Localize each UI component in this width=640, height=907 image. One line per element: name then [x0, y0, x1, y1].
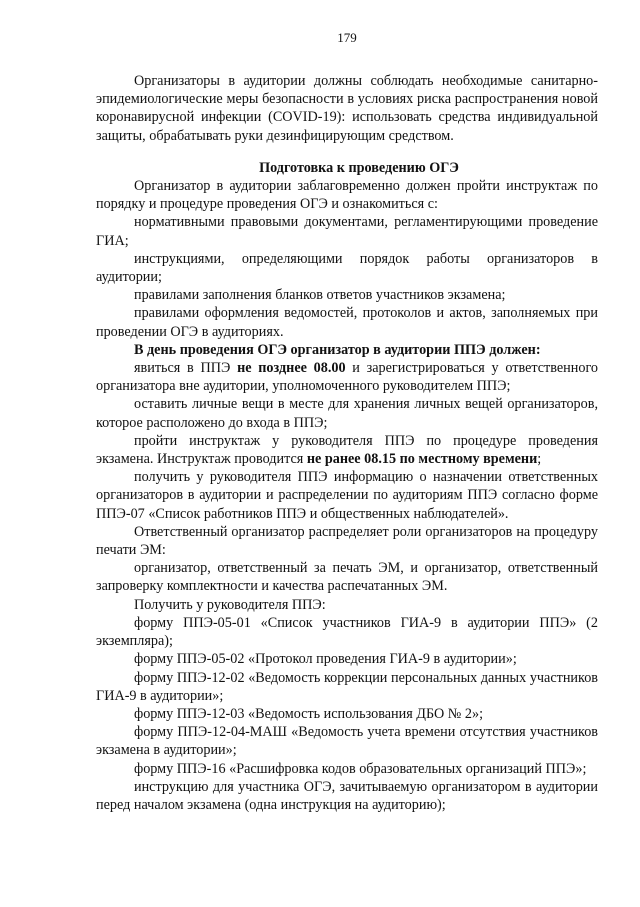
duty-briefing-time: не ранее 08.15 по местному времени [306, 451, 538, 468]
form-item: форму ППЭ-05-01 «Список участников ГИА-9 в аудитории ППЭ» (2 экземпляра); [96, 614, 598, 650]
page-content [96, 30, 598, 814]
familiarize-item: правилами оформления ведомостей, протоколов и актов, заполняемых при проведении ОГЭ в аудиториях. [96, 305, 598, 340]
roles-detail: организатор, ответственный за печать ЭМ, и организатор, ответственный запроверку комплектности и качества распечатанных ЭМ. [96, 560, 598, 595]
roles-intro: Ответственный организатор распределяет роли организаторов на процедуру печати ЭМ: [96, 523, 598, 559]
exam-day-heading [96, 341, 598, 359]
duty-briefing-prefix: пройти инструктаж у руководителя ППЭ по процедуре проведения экзамена. Инструктаж проводится [96, 432, 598, 468]
instruction-intro: Организатор в аудитории заблаговременно должен пройти инструктаж по порядку и процедуре проведения ОГЭ и ознакомиться с: [96, 178, 598, 213]
form-item: форму ППЭ-05-02 «Протокол проведения ГИА-9 в аудитории»; [134, 651, 517, 668]
section-heading: Подготовка к проведению ОГЭ [259, 159, 459, 176]
familiarize-item: правилами заполнения бланков ответов участников экзамена; [134, 287, 506, 304]
form-item: форму ППЭ-12-03 «Ведомость использования ДБО № 2»; [134, 705, 484, 722]
form-item: форму ППЭ-12-04-МАШ «Ведомость учета времени отсутствия участников экзамена в аудитории»; [96, 724, 598, 759]
form-item: форму ППЭ-16 «Расшифровка кодов образовательных организаций ППЭ»; [134, 760, 587, 777]
duty-arrive-prefix: явиться в ППЭ [134, 360, 238, 377]
intro-paragraph: Организаторы в аудитории должны соблюдать необходимые санитарно-эпидемиологические меры безопасности в условиях риска распространения новой коронавирусной инфекции (COVID-19): использовать средства индивидуальной защиты, обрабатывать руки дезинфицирующим средством. [96, 73, 598, 144]
duty-arrive-deadline: не позднее 08.00 [237, 360, 346, 377]
duty-belongings: оставить личные вещи в месте для хранения личных вещей организаторов, которое расположено до входа в ППЭ; [96, 396, 598, 431]
duty-info: получить у руководителя ППЭ информацию о назначении ответственных организаторов в аудитории и распределении по аудиториям ППЭ согласно форме ППЭ-07 «Список работников ППЭ и общественных наблюдателей». [96, 469, 598, 522]
duty-briefing [96, 432, 598, 468]
receive-intro: Получить у руководителя ППЭ: [134, 596, 326, 613]
familiarize-item: нормативными правовыми документами, регламентирующими проведение ГИА; [96, 214, 598, 249]
page-number: 179 [337, 30, 357, 45]
duty-briefing-suffix: ; [537, 451, 542, 468]
duty-arrive-suffix: и зарегистрироваться у ответственного организатора вне аудитории, уполномоченного руководителем ППЭ; [96, 360, 598, 395]
exam-day-heading-text: В день проведения ОГЭ организатор в аудитории ППЭ должен: [134, 341, 541, 358]
form-item: форму ППЭ-12-02 «Ведомость коррекции персональных данных участников ГИА-9 в аудитории»; [96, 669, 598, 704]
duty-arrive [96, 359, 598, 395]
familiarize-item: инструкциями, определяющими порядок работы организаторов в аудитории; [96, 250, 598, 286]
form-item: инструкцию для участника ОГЭ, зачитываемую организатором в аудитории перед началом экзамена (одна инструкция на аудиторию); [96, 778, 598, 813]
